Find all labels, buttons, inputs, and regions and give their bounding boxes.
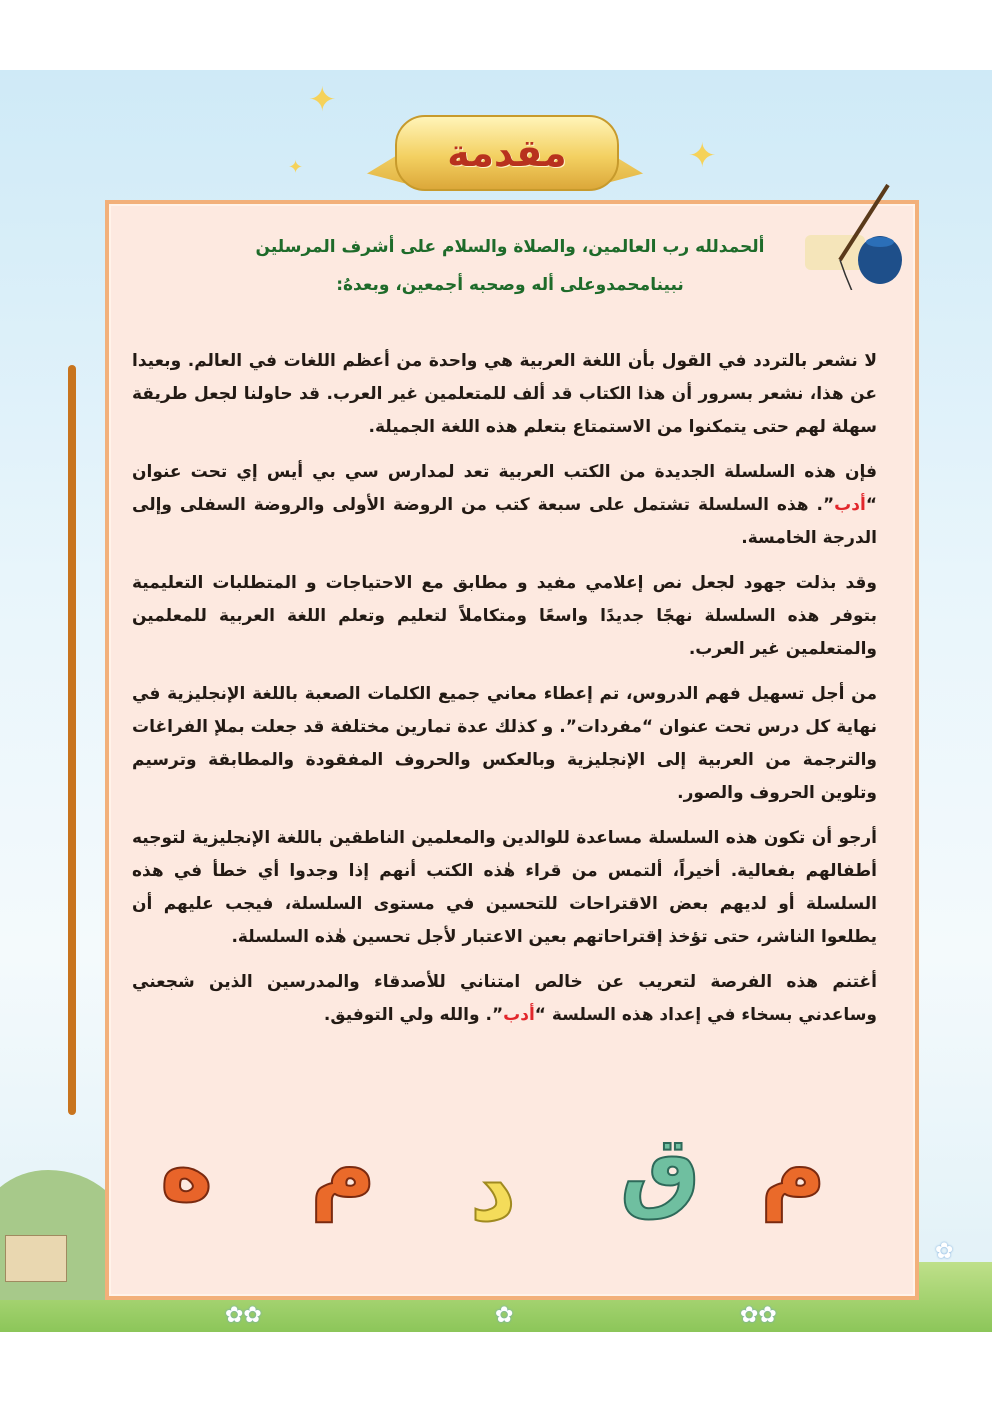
page-title: مقدمة <box>447 131 567 175</box>
letter-character-qaf: ق <box>620 1117 701 1222</box>
paragraph-6-text-end: ”. والله ولي التوفيق. <box>323 1005 504 1025</box>
title-banner <box>340 115 670 195</box>
sparkle-icon: ✦ <box>688 136 717 176</box>
paragraph-2 <box>132 456 877 555</box>
paragraph-2-text-end: ”. هذه السلسلة تشتمل على سبعة كتب من الروضة الأولى والروضة السفلى وإلى الدرجة الخامسة. <box>132 495 877 548</box>
flower-icon: ✿ <box>935 1239 954 1264</box>
series-name: أدب <box>834 495 866 515</box>
sparkle-icon: ✦ <box>308 80 337 120</box>
paragraph-3: وقد بذلت جهود لجعل نص إعلامي مفيد و مطابق مع الاحتياجات و المتطلبات التعليمية بتوفر هذه السلسلة نهجًا جديدًا واسعًا ومتكاملاً لتعليم وتعلم اللغة العربية للمعلمين والمتعلمين غير العرب. <box>132 573 877 659</box>
greeting-line-1: ألحمدلله رب العالمين، والصلاة والسلام على أشرف المرسلين <box>255 237 765 257</box>
paragraph-4: من أجل تسهيل فهم الدروس، تم إعطاء معاني جميع الكلمات الصعبة باللغة الإنجليزية في نهاية كل درس تحت عنوان “مفردات”. و كذلك عدة تمارين مختلفة قد جعلت بملإ الفراغات والترجمة من العربية إلى الإنجليزية وبالعكس والحروف المفقودة والمطابقة وترسيم وتلوين الحروف والصور. <box>132 684 877 803</box>
paragraph-5: أرجو أن تكون هذه السلسلة مساعدة للوالدين والمعلمين الناطقين باللغة الإنجليزية لتوجيه أطفالهم بفعالية. أخيراً، ألتمس من قراء هٰذه الكتب أنهم إذا وجدوا أي خطأ في هذه السلسلة أو لديهم بعض الاقتراحات للتحسين في مستوى السلسلة، فيجب عليهم أن يطلعوا الناشر، حتى تؤخذ إقتراحاتهم بعين الاعتبار لأجل تحسين هٰذه السلسلة. <box>132 828 877 947</box>
rope-decoration <box>68 365 76 1115</box>
house-illustration <box>5 1235 67 1282</box>
paragraph-2-text: فإن هذه السلسلة الجديدة من الكتب العربية تعد لمدارس سي بي أيس إي تحت عنوان “ <box>132 462 877 515</box>
flower-icon: ✿ <box>495 1303 514 1328</box>
flower-icon: ✿✿ <box>225 1303 262 1328</box>
letter-character-meem: م <box>310 1117 376 1222</box>
paragraph-6-text: أغتنم هذه الفرصة لتعريب عن خالص امتناني للأصدقاء والمدرسين الذين شجعني وساعدني بسخاء في إعداد هذه السلسة “ <box>132 972 877 1025</box>
sparkle-icon: ✦ <box>288 157 304 178</box>
introduction-body <box>132 345 877 1044</box>
greeting <box>230 228 790 304</box>
series-name: أدب <box>503 1005 535 1025</box>
greeting-line-2: نبينامحمدوعلى أله وصحبه أجمعين، وبعدهُ: <box>336 275 684 295</box>
letter-characters-illustration <box>140 1115 880 1275</box>
paragraph-1: لا نشعر بالتردد في القول بأن اللغة العربية هي واحدة من أعظم اللغات في العالم. وبعيدا عن هذا، نشعر بسرور أن هذا الكتاب قد ألف للمتعلمين غير العرب. قد حاولنا لجعل طريقة سهلة لهم حتى يتمكنوا من الاستمتاع بتعلم هذه اللغة الجميلة. <box>132 351 877 437</box>
quill-inkpot-icon <box>800 180 910 290</box>
flower-icon: ✿✿ <box>740 1303 777 1328</box>
letter-character-ha: ه <box>160 1117 214 1222</box>
letter-character-meem: م <box>760 1117 826 1222</box>
letter-character-dal: د <box>470 1137 517 1242</box>
paragraph-6 <box>132 966 877 1032</box>
